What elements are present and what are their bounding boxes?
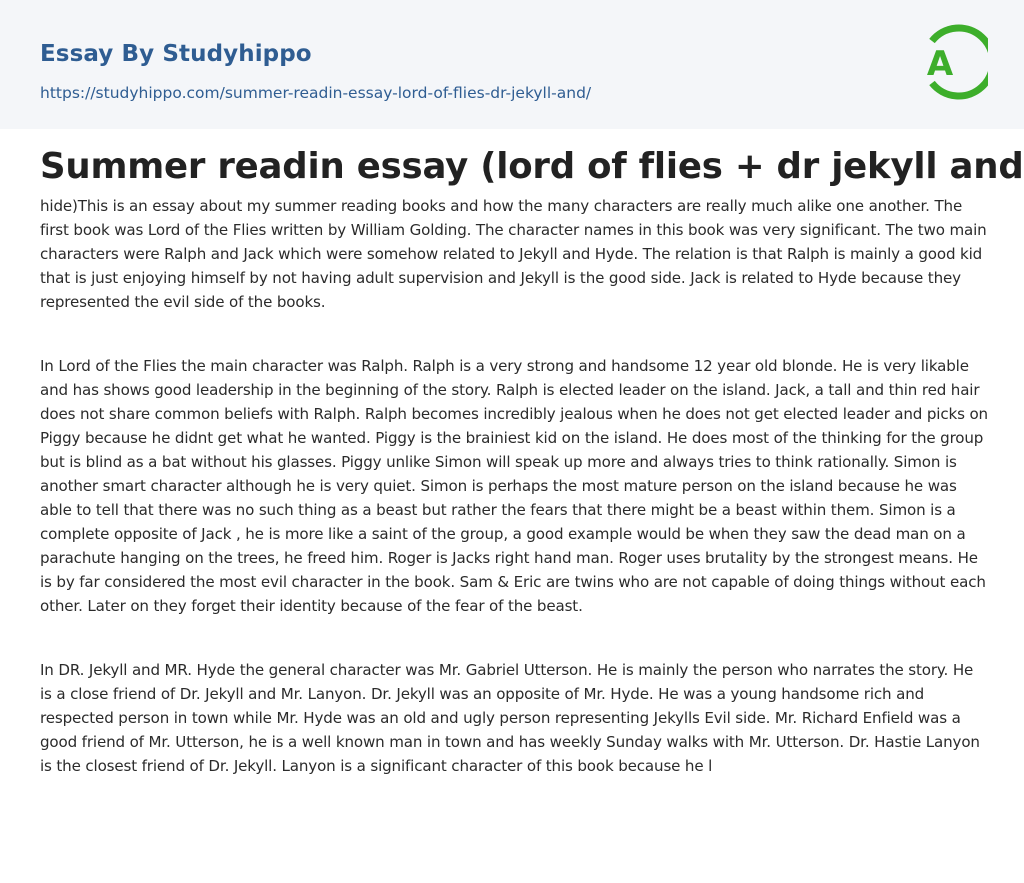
site-brand[interactable]: Essay By Studyhippo (40, 41, 312, 67)
studyhippo-logo-icon[interactable] (912, 18, 988, 106)
essay-paragraph: In Lord of the Flies the main character was Ralph. Ralph is a very strong and handsome 12 year old blonde. He is very likable and has shows good leadership in the beginning of the story. Ralph is elected leader on the island. Jack, a tall and thin red hair does not share common beliefs with Ralph. Ralph becomes incredibly jealous when he does not get elected leader and picks on Piggy because he didnt get what he wanted. Piggy is the brainiest kid on the island. He does most of the thinking for the group but is blind as a bat without his glasses. Piggy unlike Simon will speak up more and always tries to think rationally. Simon is another smart character although he is very quiet. Simon is perhaps the most mature person on the island because he was able to tell that there was no such thing as a beast but rather the fears that there might be a beast within them. Simon is a complete opposite of Jack , he is more like a saint of the group, a good example would be when they saw the dead man on a parachute hanging on the trees, he freed him. Roger is Jacks right hand man. Roger uses brutality by the strongest means. He is by far considered the most evil character in the book. Sam & Eric are twins who are not capable of doing things without each other. Later on they forget their identity because of the fear of the beast. (40, 357, 988, 615)
essay-title: Summer readin essay (lord of flies + dr jekyll and (40, 146, 1024, 187)
logo-letter: A (926, 44, 954, 84)
site-header (0, 0, 1024, 129)
essay-paragraph: hide)This is an essay about my summer reading books and how the many characters are really much alike one another. The first book was Lord of the Flies written by William Golding. The character names in this book was very significant. The two main characters were Ralph and Jack which were somehow related to Jekyll and Hyde. The relation is that Ralph is mainly a good kid that is just enjoying himself by not having adult supervision and Jekyll is the good side. Jack is related to Hyde because they represented the evil side of the books. (40, 197, 987, 311)
essay-body (40, 194, 988, 818)
essay-paragraph: In DR. Jekyll and MR. Hyde the general character was Mr. Gabriel Utterson. He is mainly the person who narrates the story. He is a close friend of Dr. Jekyll and Mr. Lanyon. Dr. Jekyll was an opposite of Mr. Hyde. He was a young handsome rich and respected person in town while Mr. Hyde was an old and ugly person representing Jekylls Evil side. Mr. Richard Enfield was a good friend of Mr. Utterson, he is a well known man in town and has weekly Sunday walks with Mr. Utterson. Dr. Hastie Lanyon is the closest friend of Dr. Jekyll. Lanyon is a significant character of this book because he l (40, 661, 980, 775)
page-url-link[interactable]: https://studyhippo.com/summer-readin-essay-lord-of-flies-dr-jekyll-and/ (40, 84, 592, 102)
